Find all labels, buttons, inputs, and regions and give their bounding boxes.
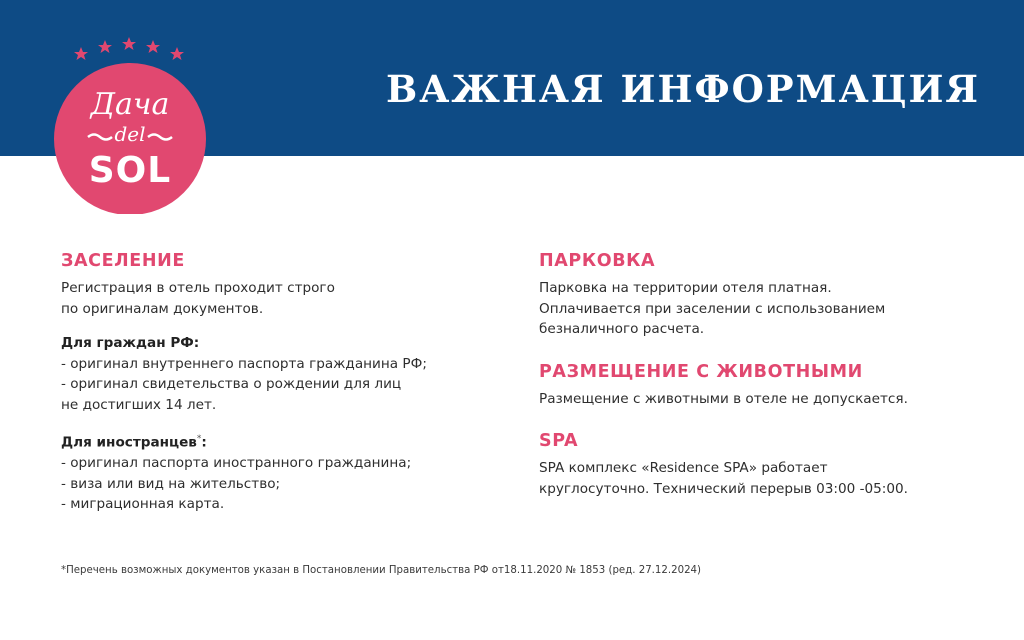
parking-line: Парковка на территории отеля платная. (539, 280, 832, 296)
parking-line: Оплачивается при заселении с использованием (539, 300, 886, 317)
foreigners-item: - оригинал паспорта иностранного гражданина; (61, 455, 412, 472)
parking-section (539, 249, 979, 340)
spa-heading: SPA (539, 431, 579, 451)
citizens-item: - оригинал свидетельства о рождении для лиц (61, 376, 402, 392)
logo-text-del: del (114, 122, 146, 146)
foreigners-title-text: Для иностранцев (61, 434, 197, 451)
spa-line: круглосуточно. Технический перерыв 03:00 -05:00. (539, 480, 909, 497)
hotel-logo (50, 34, 210, 214)
citizens-title: Для граждан РФ: (61, 335, 200, 351)
star-icon (146, 40, 160, 53)
parking-heading: ПАРКОВКА (539, 251, 656, 271)
foreigners-title: Для иностранцев*: (61, 434, 207, 451)
star-icon (74, 47, 88, 60)
footnote: *Перечень возможных документов указан в Постановлении Правительства РФ от18.11.2020 № 1853 (ред. 27.12.2024) (61, 565, 702, 576)
checkin-heading: ЗАСЕЛЕНИЕ (61, 251, 185, 271)
footnote-mark: * (196, 434, 202, 444)
pets-line: Размещение с животными в отеле не допускается. (539, 391, 908, 407)
citizens-item: не достигших 14 лет. (61, 396, 217, 413)
parking-line: безналичного расчета. (539, 321, 705, 337)
logo-graphic (50, 34, 210, 214)
foreigners-item: - виза или вид на жительство; (61, 475, 281, 492)
checkin-intro-line: по оригиналам документов. (61, 300, 264, 317)
spa-line: SPA комплекс «Residence SPA» работает (539, 460, 828, 476)
checkin-section (61, 249, 481, 515)
spa-section (539, 429, 979, 499)
pets-heading: РАЗМЕЩЕНИЕ С ЖИВОТНЫМИ (539, 362, 863, 382)
star-icon (98, 40, 112, 53)
page-title: ВАЖНАЯ ИНФОРМАЦИЯ (386, 67, 981, 111)
pets-section (539, 360, 979, 410)
star-icon (122, 37, 136, 50)
checkin-intro-line: Регистрация в отель проходит строго (61, 280, 335, 296)
logo-text-dacha: Дача (90, 87, 170, 122)
logo-stars (74, 37, 184, 60)
star-icon (170, 47, 184, 60)
citizens-item: - оригинал внутреннего паспорта гражданина РФ; (61, 355, 427, 372)
foreigners-item: - миграционная карта. (61, 496, 225, 513)
logo-text-sol: SOL (88, 150, 172, 191)
